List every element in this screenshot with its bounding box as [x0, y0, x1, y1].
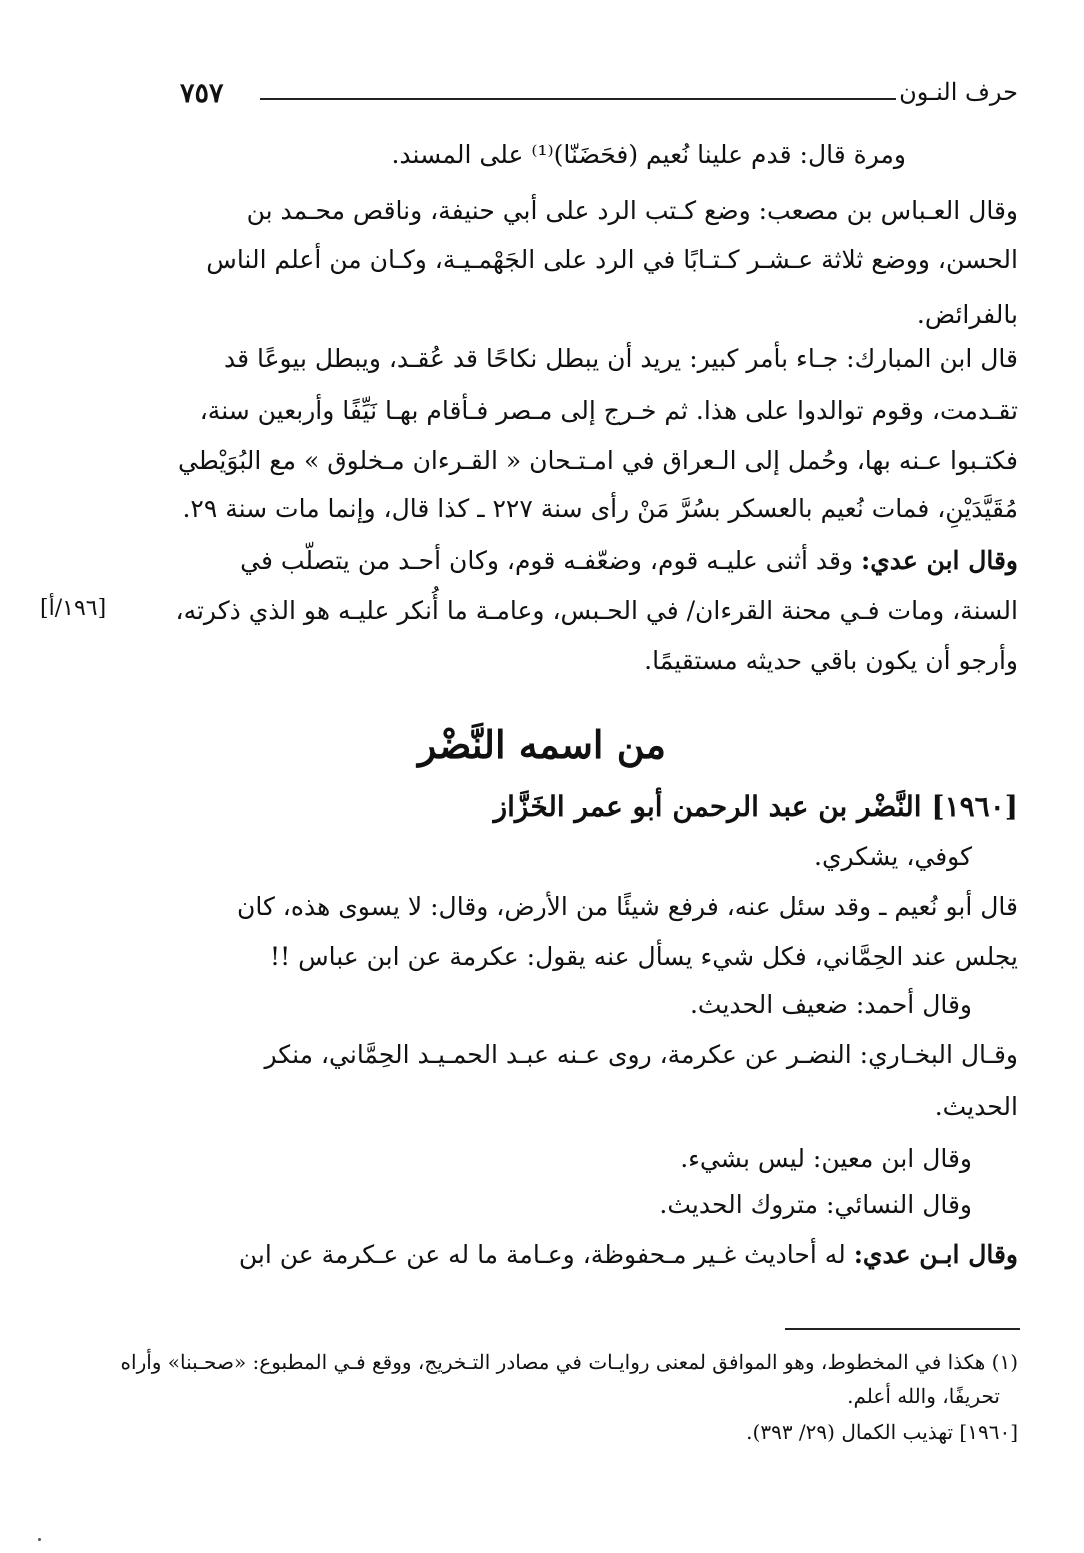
entry-line	[150, 1240, 1018, 1269]
entry-line: الحديث.	[934, 1092, 1018, 1121]
paragraph-line: الحسن، ووضع ثلاثة عـشـر كـتـابًا في الرد على الجَهْمـيـة، وكـان من أعلم الناس	[206, 245, 1018, 274]
footnote-line: (١) هكذا في المخطوط، وهو الموافق لمعنى روايـات في مصادر التـخريج، ووقع فـي المطبوع: «صحـبنا» وأراه	[120, 1350, 1018, 1374]
entry-text: له أحاديث غـير مـحفوظة، وعـامة ما له عن عـكرمة عن ابن	[238, 1240, 854, 1269]
paragraph-line: السنة، ومات فـي محنة القرءان/ في الحـبس، وعامـة ما أُنكر عليـه هو الذي ذكرته،	[175, 596, 1018, 625]
scan-speck	[38, 1538, 41, 1541]
entry-line: وقال أحمد: ضعيف الحديث.	[689, 990, 972, 1019]
speaker-label: وقال ابن عدي:	[861, 546, 1018, 575]
page-header	[180, 78, 1018, 118]
paragraph-line: مُقَيَّدَيْنِ، فمات نُعيم بالعسكر بسُرَّ مَنْ رأى سنة ٢٢٧ ـ كذا قال، وإنما مات سنة ٢٩.	[182, 494, 1018, 523]
footnote-line: [١٩٦٠] تهذيب الكمال (٢٩/ ٣٩٣).	[746, 1420, 1018, 1444]
running-title: حرف النـون	[899, 78, 1018, 106]
header-rule	[260, 98, 896, 100]
entry-line: يجلس عند الحِمَّاني، فكل شيء يسأل عنه يقول: عكرمة عن ابن عباس !!	[270, 942, 1018, 971]
page-number: ٧٥٧	[180, 78, 224, 109]
paragraph-line: تقـدمت، وقوم توالدوا على هذا. ثم خـرج إلى مـصر فـأقام بهـا نَيِّفًا وأربعين سنة،	[199, 396, 1018, 425]
paragraph-line: وأرجو أن يكون باقي حديثه مستقيمًا.	[644, 646, 1018, 675]
paragraph-line: بالفرائض.	[916, 300, 1018, 329]
paragraph-line: فكتـبوا عـنه بها، وحُمل إلى الـعراق في امـتـحان « القـرءان مـخلوق » مع البُوَيْطي	[178, 446, 1018, 475]
manuscript-folio-ref: [١٩٦/أ]	[40, 596, 107, 621]
entry-line: قال أبو نُعيم ـ وقد سئل عنه، فرفع شيئًا من الأرض، وقال: لا يسوى هذه، كان	[236, 892, 1018, 921]
speaker-label: وقال ابـن عدي:	[853, 1240, 1018, 1269]
entry-line: وقال ابن معين: ليس بشيء.	[680, 1144, 972, 1173]
footnote-line: تحريفًا، والله أعلم.	[847, 1384, 1000, 1408]
footnote-rule	[785, 1328, 1020, 1330]
entry-heading: [١٩٦٠] النَّضْر بن عبد الرحمن أبو عمر الخَزَّاز	[493, 790, 1018, 823]
paragraph-line: ومرة قال: قدم علينا نُعيم (فحَضَنّا)⁽¹⁾ على المسند.	[391, 140, 906, 169]
entry-line: وقال النسائي: متروك الحديث.	[659, 1190, 972, 1219]
paragraph-text: وقد أثنى عليـه قوم، وضعّفـه قوم، وكان أحـد من يتصلّب في	[240, 546, 862, 575]
entry-line: وقـال البخـاري: النضـر عن عكرمة، روى عـنه عبـد الحمـيـد الحِمَّاني، منكر	[264, 1040, 1018, 1069]
paragraph-line: وقال العـباس بن مصعب: وضع كـتب الرد على أبي حنيفة، وناقص محـمد بن	[246, 196, 1018, 225]
paragraph-line	[150, 546, 1018, 575]
paragraph-line: قال ابن المبارك: جـاء بأمر كبير: يريد أن يبطل نكاحًا قد عُقـد، ويبطل بيوعًا قد	[223, 344, 1018, 373]
section-heading: من اسمه النَّضْر	[417, 722, 666, 767]
entry-line: كوفي، يشكري.	[814, 842, 972, 871]
